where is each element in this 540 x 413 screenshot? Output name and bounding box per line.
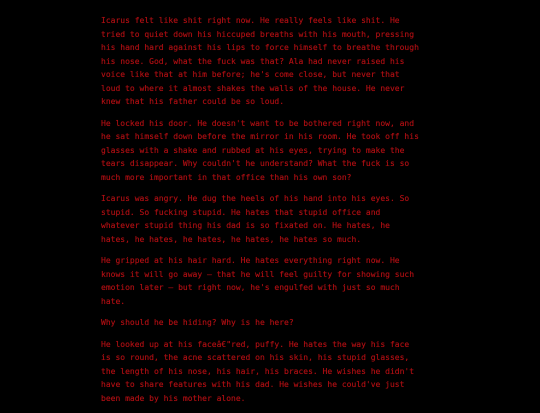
story-text — [101, 14, 439, 413]
paragraph-6 — [101, 338, 439, 406]
text-line: stupid. So fucking stupid. He hates that stupid office and — [101, 207, 381, 217]
text-line: much more important in that office than his own son? — [101, 172, 352, 182]
text-line: voice like that at him before; he's come close, but never that — [101, 70, 400, 79]
text-line: Why should he be hiding? Why is he here? — [101, 318, 294, 327]
text-line: knew that his father could be so loud. — [101, 97, 285, 106]
text-line: emotion later — but right now, he's engulfed with just so much — [101, 283, 400, 292]
text-line: is so round, the acne scattered on his skin, his stupid glasses, — [101, 353, 410, 362]
text-line: loud to where it almost shakes the walls of the house. He never — [101, 83, 405, 93]
text-line: whatever stupid thing his dad is so fixated on. He hates, he — [101, 221, 390, 230]
text-line: He locked his door. He doesn't want to be bothered right now, and — [101, 118, 415, 128]
text-line: knows it will go away — that he will feel guilty for showing such — [101, 269, 415, 279]
text-line: Icarus was angry. He dug the heels of his hand into his eyes. So — [101, 194, 410, 203]
text-line: hate. — [101, 296, 126, 306]
paragraph-2 — [101, 117, 439, 185]
text-line: his nose. God, what the fuck was that? Ala had never raised his — [101, 56, 405, 66]
paragraph-1 — [101, 14, 439, 109]
text-line: tears disappear. Why couldn't he understand? What the fuck is so — [101, 159, 410, 168]
text-line: the length of his nose, his hair, his braces. He wishes he didn't — [101, 366, 415, 376]
text-line: he sat himself down before the mirror in his room. He took off his — [101, 132, 419, 141]
text-line: hates, he hates, he hates, he hates, he hates so much. — [101, 234, 362, 244]
text-line: have to share features with his dad. He wishes he could've just — [101, 380, 405, 389]
text-line: He gripped at his hair hard. He hates everything right now. He — [101, 256, 400, 265]
text-line: tried to quiet down his hiccuped breaths with his mouth, pressing — [101, 29, 415, 39]
text-line: glasses with a shake and rubbed at his eyes, trying to make the — [101, 145, 405, 155]
text-line: He looked up at his faceâ€"red, puffy. He hates the way his face — [101, 339, 410, 349]
text-line: his hand hard against his lips to force himself to breathe through — [101, 43, 419, 52]
text-line: Icarus felt like shit right now. He really feels like shit. He — [101, 16, 400, 25]
paragraph-3 — [101, 192, 439, 246]
paragraph-5 — [101, 316, 439, 330]
paragraph-4 — [101, 254, 439, 308]
text-line: been made by his mother alone. — [101, 393, 246, 403]
